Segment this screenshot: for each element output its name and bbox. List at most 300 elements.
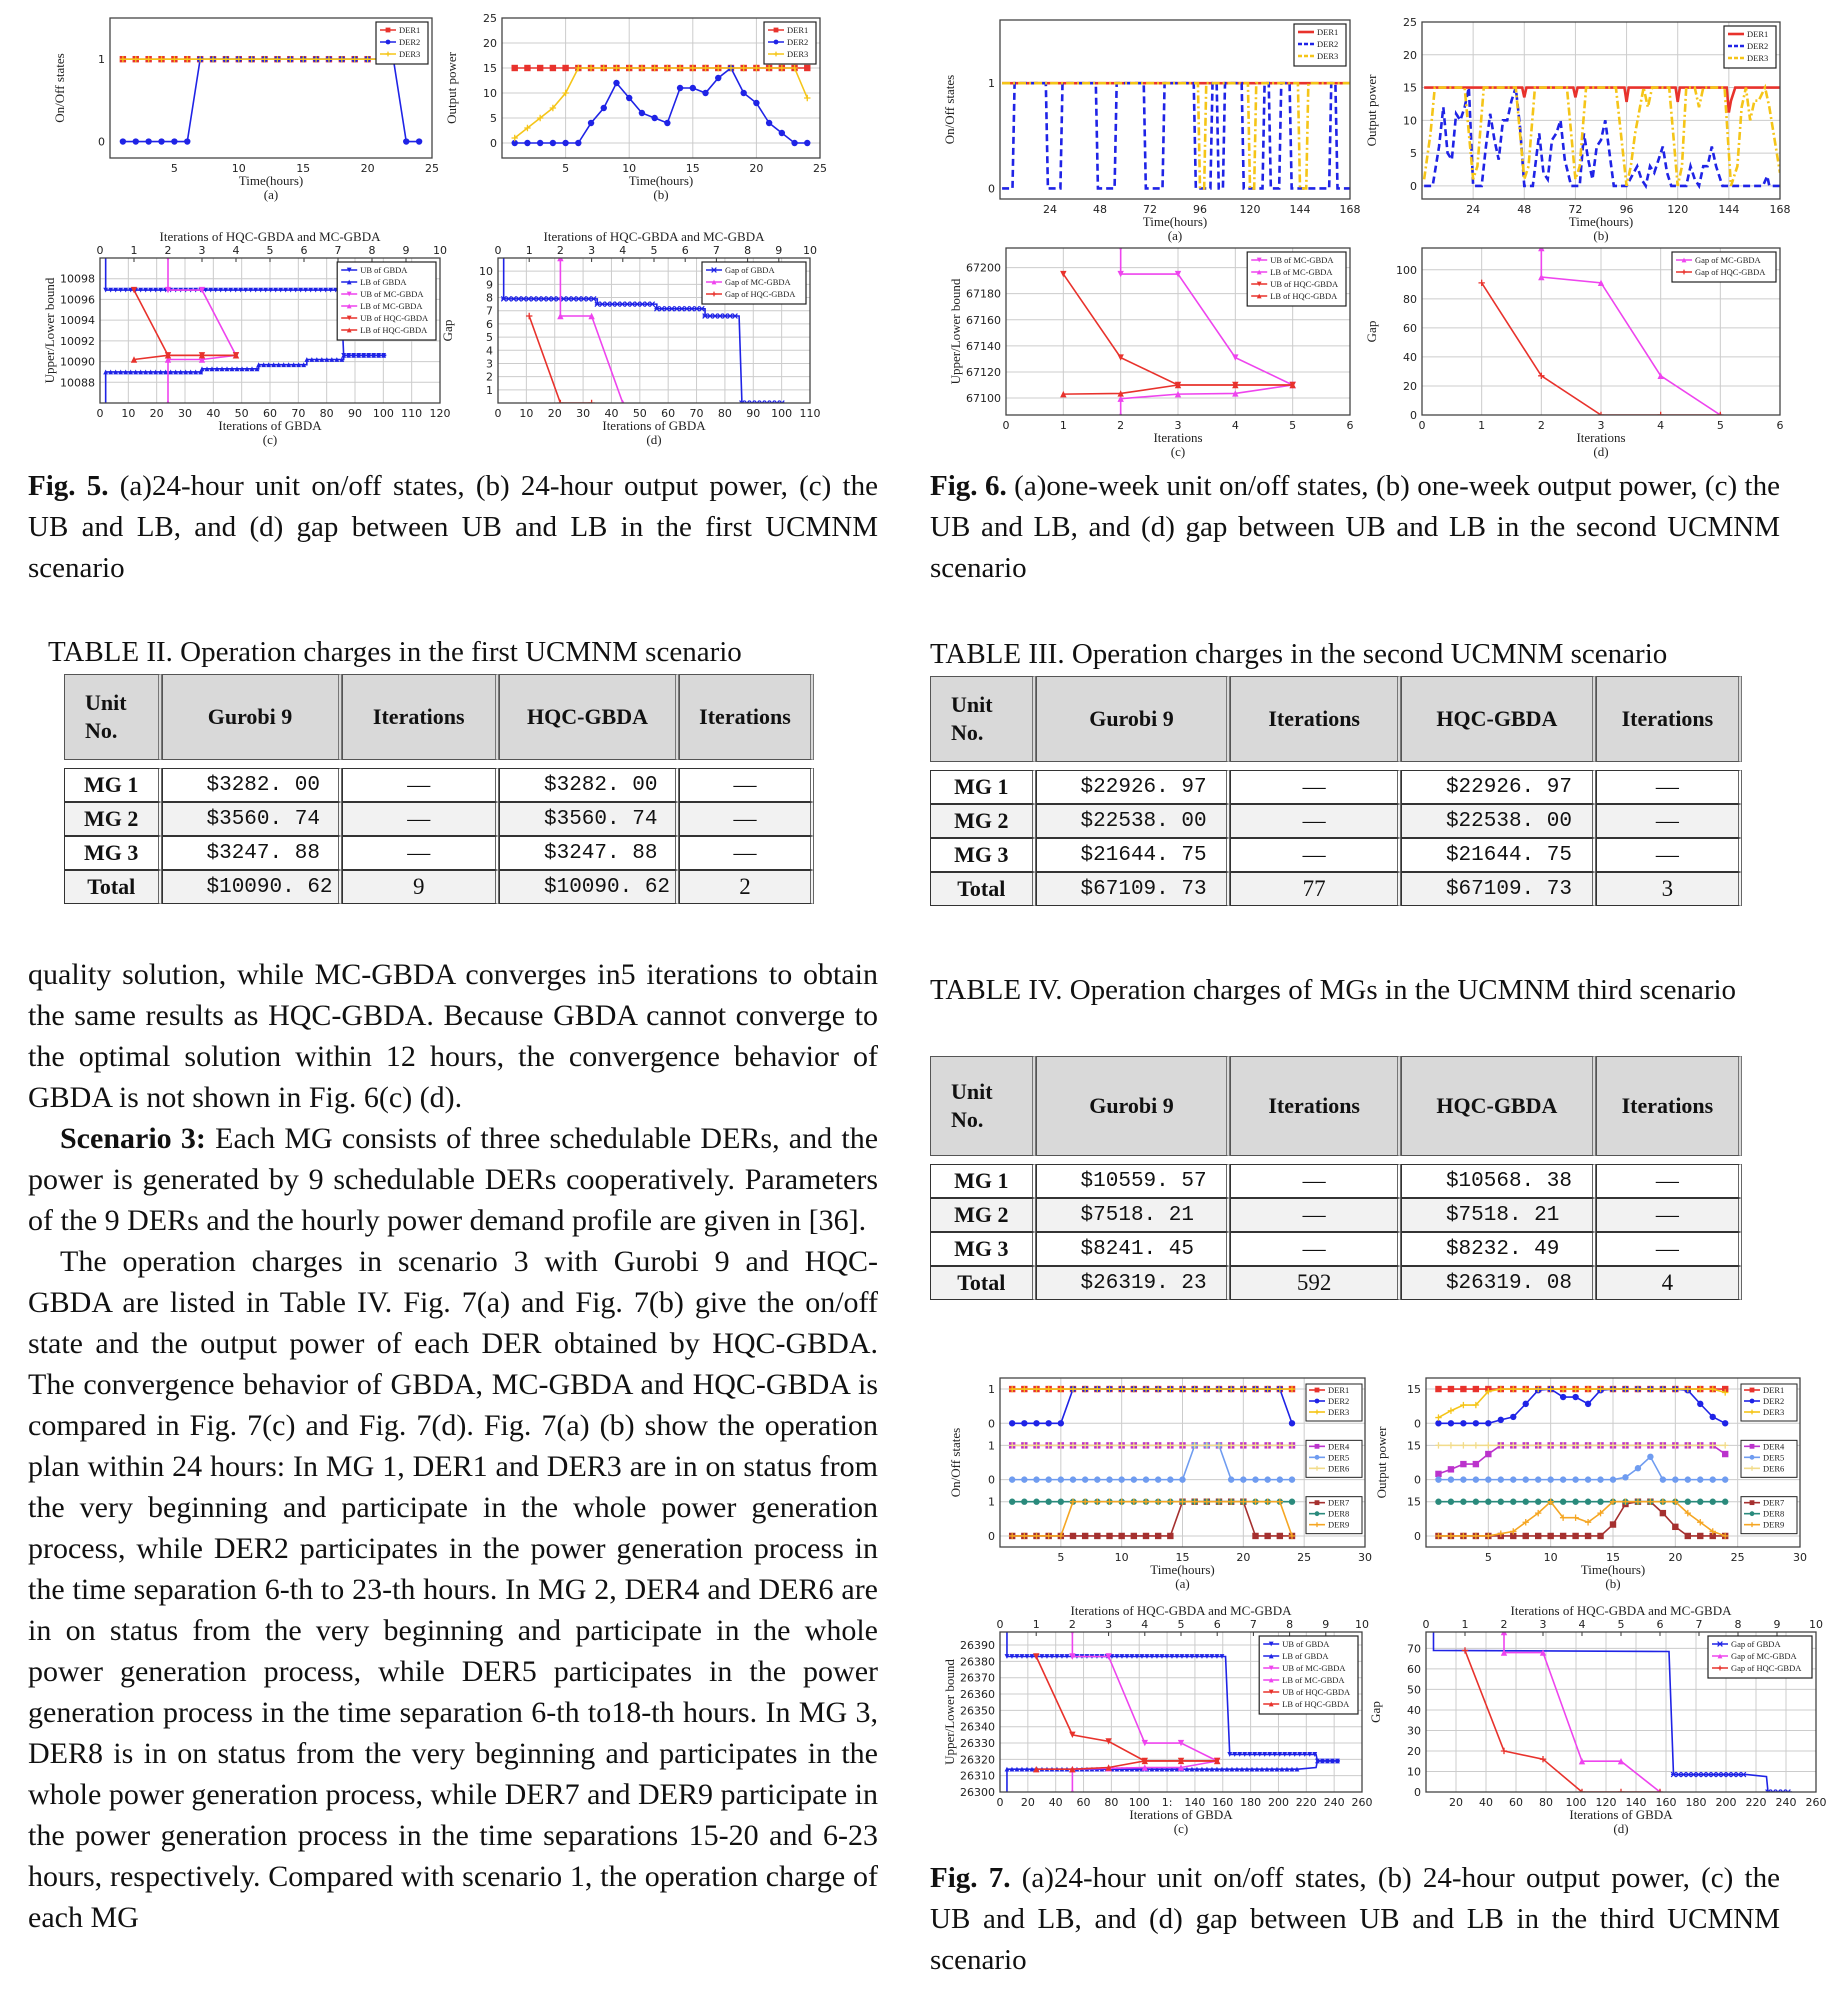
x-tick-label: 15 xyxy=(685,162,700,175)
x-tick-label: 60 xyxy=(661,407,676,420)
y-tick-label: 10 xyxy=(479,265,493,279)
x-tick-label: 180 xyxy=(1240,1796,1262,1809)
y-axis-label: On/Off states xyxy=(948,1427,963,1498)
x2-tick-label: 0 xyxy=(1422,1618,1430,1631)
data-point xyxy=(1435,1499,1441,1505)
data-point xyxy=(171,138,177,144)
x-tick-label: 20 xyxy=(749,162,764,175)
y-tick-label: 26380 xyxy=(960,1655,995,1669)
table-cell: $3560. 74 xyxy=(162,802,342,836)
legend-label: LB of GBDA xyxy=(360,277,407,287)
legend xyxy=(764,22,816,64)
x-tick-label: 0 xyxy=(1418,419,1426,432)
data-point xyxy=(1264,1533,1270,1539)
data-point xyxy=(1473,1476,1479,1482)
x-tick-label: 80 xyxy=(1539,1796,1553,1809)
data-point xyxy=(1572,1499,1578,1505)
chart-svg xyxy=(930,1370,1370,1603)
table-cell: — xyxy=(679,802,814,836)
x2-axis-label: Iterations of HQC-GBDA and MC-GBDA xyxy=(1070,1603,1292,1618)
y-tick-label: 40 xyxy=(1403,350,1417,364)
data-point xyxy=(626,95,632,101)
table-cell: $10090. 62 xyxy=(499,870,679,904)
table-spacer-cell xyxy=(1230,762,1401,770)
data-point xyxy=(512,65,518,71)
y-tick-label: 26300 xyxy=(960,1786,995,1799)
row-label: Total xyxy=(64,870,162,904)
x-tick-label: 30 xyxy=(1793,1551,1807,1564)
fig6-caption-label: Fig. 6. xyxy=(930,470,1007,502)
y-tick-label: 15 xyxy=(483,62,497,75)
data-point xyxy=(1672,1524,1678,1530)
x-tick-label: 140 xyxy=(1184,1796,1206,1809)
data-point xyxy=(1510,1476,1516,1482)
table-cell: $3560. 74 xyxy=(499,802,679,836)
legend-label: DER2 xyxy=(1317,39,1339,49)
x-tick-label: 110 xyxy=(401,407,423,420)
subfigure-label: (d) xyxy=(1613,1821,1629,1836)
y-axis-label: On/Off states xyxy=(942,74,957,145)
data-point xyxy=(1535,1533,1541,1539)
x-tick-label: 5 xyxy=(1289,419,1297,432)
x-axis-label: Iterations xyxy=(1153,430,1203,445)
data-point xyxy=(715,75,721,81)
x-tick-label: 240 xyxy=(1323,1796,1345,1809)
legend xyxy=(1306,1440,1362,1477)
data-point xyxy=(1647,1454,1653,1460)
x-tick-label: 144 xyxy=(1718,203,1740,216)
data-point xyxy=(1697,1401,1703,1407)
legend-marker xyxy=(386,28,391,33)
table-row xyxy=(930,1266,1742,1300)
y-tick-label: 26340 xyxy=(960,1720,995,1734)
data-point xyxy=(1710,1414,1716,1420)
y-axis-label: Gap xyxy=(440,319,455,342)
x-axis-label: Iterations of GBDA xyxy=(1569,1807,1673,1822)
x-tick-label: 20 xyxy=(1449,1796,1463,1809)
legend xyxy=(1294,24,1346,66)
y-tick-label: 26320 xyxy=(960,1753,995,1767)
legend-marker xyxy=(1315,1399,1320,1404)
legend xyxy=(1306,1497,1362,1534)
x-tick-label: 50 xyxy=(234,407,249,420)
chart-svg xyxy=(1370,1370,1820,1603)
x-tick-label: 1 xyxy=(1478,419,1486,432)
x-tick-label: 200 xyxy=(1715,1796,1737,1809)
x-tick-label: 5 xyxy=(170,162,178,175)
fig7d-chart xyxy=(1370,1598,1826,1856)
x-tick-label: 20 xyxy=(547,407,562,420)
x-tick-label: 3 xyxy=(1174,419,1182,432)
y-tick-label: 20 xyxy=(1407,1744,1421,1758)
y-tick-label: 1 xyxy=(98,53,105,67)
data-point xyxy=(524,65,530,71)
legend-marker xyxy=(1750,1511,1755,1516)
y-tick-label: 1 xyxy=(988,1495,995,1509)
data-point xyxy=(1660,1476,1666,1482)
data-point xyxy=(1058,1420,1064,1426)
x-tick-label: 0 xyxy=(96,407,104,420)
data-point xyxy=(1435,1420,1441,1426)
x2-tick-label: 6 xyxy=(1656,1618,1664,1631)
data-point xyxy=(1697,1499,1703,1505)
table-spacer-cell xyxy=(162,760,342,768)
x2-tick-label: 4 xyxy=(1578,1618,1586,1631)
x-tick-label: 20 xyxy=(149,407,164,420)
table-spacer-cell xyxy=(499,760,679,768)
data-point xyxy=(120,138,126,144)
y-tick-label: 80 xyxy=(1403,292,1417,306)
data-point xyxy=(753,100,759,106)
fig6d-chart xyxy=(1364,240,1790,473)
data-point xyxy=(1252,1476,1258,1482)
table-row xyxy=(64,870,814,904)
y-tick-label: 2 xyxy=(486,370,493,384)
data-point xyxy=(1498,1417,1504,1423)
data-point xyxy=(1009,1476,1015,1482)
y-axis-label: Upper/Lower bound xyxy=(42,277,57,384)
table-cell: 4 xyxy=(1596,1266,1742,1300)
data-point xyxy=(1585,1401,1591,1407)
legend-marker xyxy=(1750,1455,1755,1460)
data-point xyxy=(1560,1394,1566,1400)
x-tick-label: 2 xyxy=(1117,419,1125,432)
table-spacer-cell xyxy=(1401,762,1596,770)
subfigure-label: (d) xyxy=(1593,444,1609,459)
table-cell: $3282. 00 xyxy=(499,768,679,802)
chart-svg xyxy=(1364,240,1790,473)
table-row xyxy=(64,836,814,870)
subfigure-label: (b) xyxy=(653,187,669,202)
x-tick-label: 40 xyxy=(1479,1796,1493,1809)
table-cell: $22926. 97 xyxy=(1036,770,1231,804)
table-cell: — xyxy=(1596,1198,1742,1232)
legend xyxy=(1672,252,1776,282)
x2-tick-label: 6 xyxy=(681,244,689,257)
y-tick-label: 1 xyxy=(486,383,493,397)
y-tick-label: 0 xyxy=(490,137,497,150)
legend-label: UB of MC-GBDA xyxy=(360,289,424,299)
table-cell: — xyxy=(1596,770,1742,804)
data-point xyxy=(1240,1476,1246,1482)
y-tick-label: 26310 xyxy=(960,1769,995,1783)
y-tick-label: 4 xyxy=(486,344,493,358)
y-tick-label: 10098 xyxy=(60,272,95,286)
data-point xyxy=(1610,1476,1616,1482)
table-cell: $22538. 00 xyxy=(1036,804,1231,838)
data-point xyxy=(1118,1476,1124,1482)
data-point xyxy=(1585,1499,1591,1505)
x-tick-label: 260 xyxy=(1805,1796,1826,1809)
legend-label: Gap of MC-GBDA xyxy=(725,277,791,287)
x-tick-label: 0 xyxy=(996,1796,1004,1809)
legend-label: LB of HQC-GBDA xyxy=(1270,291,1338,301)
chart-svg xyxy=(40,8,440,216)
legend-label: DER2 xyxy=(1328,1396,1350,1406)
table-row xyxy=(930,1164,1742,1198)
x-tick-label: 120 xyxy=(429,407,451,420)
x-tick-label: 40 xyxy=(604,407,619,420)
x-tick-label: 15 xyxy=(296,162,311,175)
data-point xyxy=(1277,1476,1283,1482)
table4 xyxy=(930,1056,1742,1300)
x-tick-label: 168 xyxy=(1769,203,1791,216)
table-row xyxy=(930,804,1742,838)
data-point xyxy=(158,138,164,144)
legend-label: UB of HQC-GBDA xyxy=(1282,1687,1351,1697)
x-tick-label: 100 xyxy=(372,407,394,420)
y-tick-label: 15 xyxy=(1407,1383,1421,1397)
legend-label: DER1 xyxy=(1328,1385,1350,1395)
legend-label: Gap of HQC-GBDA xyxy=(1731,1663,1802,1673)
data-point xyxy=(1460,1499,1466,1505)
legend-marker xyxy=(1315,1388,1320,1393)
legend-label: Gap of GBDA xyxy=(1731,1639,1781,1649)
data-point xyxy=(1143,1476,1149,1482)
x-axis-label: Time(hours) xyxy=(1580,1562,1646,1577)
table-cell: — xyxy=(1596,804,1742,838)
data-point xyxy=(1473,1499,1479,1505)
data-point xyxy=(1277,1533,1283,1539)
legend-label: DER1 xyxy=(399,25,421,35)
x-tick-label: 160 xyxy=(1212,1796,1234,1809)
x-tick-label: 40 xyxy=(206,407,221,420)
data-point xyxy=(1252,1533,1258,1539)
table-row xyxy=(930,1232,1742,1266)
y-tick-label: 10 xyxy=(1407,1765,1421,1779)
x-axis-label: Time(hours) xyxy=(1568,214,1634,229)
x2-tick-label: 4 xyxy=(619,244,627,257)
y-tick-label: 20 xyxy=(1403,379,1417,393)
legend-label: DER6 xyxy=(1763,1463,1785,1474)
table-header-cell xyxy=(930,676,1036,762)
data-point xyxy=(1635,1465,1641,1471)
y-tick-label: 26370 xyxy=(960,1671,995,1685)
fig7c-chart xyxy=(930,1598,1373,1856)
x-tick-label: 5 xyxy=(1484,1551,1492,1564)
y-tick-label: 0 xyxy=(1414,1786,1421,1799)
data-point xyxy=(1070,1533,1076,1539)
x2-tick-label: 9 xyxy=(402,244,410,257)
table2 xyxy=(64,674,814,904)
data-point xyxy=(1697,1476,1703,1482)
data-point xyxy=(537,140,543,146)
x-axis-label: Time(hours) xyxy=(238,173,304,188)
table-cell: 2 xyxy=(679,870,814,904)
x-tick-label: 100 xyxy=(1565,1796,1587,1809)
fig6c-chart xyxy=(930,240,1360,473)
fig5d-chart xyxy=(440,228,850,461)
y-tick-label: 60 xyxy=(1403,321,1417,335)
fig5c-chart xyxy=(40,228,450,461)
y-tick-label: 15 xyxy=(1403,81,1417,95)
x-tick-label: 0 xyxy=(1002,419,1010,432)
table-cell: $8232. 49 xyxy=(1401,1232,1596,1266)
data-point xyxy=(1448,1386,1454,1392)
data-point xyxy=(1498,1476,1504,1482)
data-point xyxy=(1167,1533,1173,1539)
y-tick-label: 0 xyxy=(1414,1417,1421,1431)
x-tick-label: 260 xyxy=(1351,1796,1373,1809)
x-axis-label: Iterations of GBDA xyxy=(1129,1807,1233,1822)
y-tick-label: 0 xyxy=(988,1417,995,1431)
x-tick-label: 50 xyxy=(632,407,647,420)
fig5-caption xyxy=(28,466,878,589)
data-point xyxy=(133,138,139,144)
data-point xyxy=(1009,1420,1015,1426)
data-point xyxy=(1106,1533,1112,1539)
table-cell: — xyxy=(342,802,500,836)
data-point xyxy=(1510,1414,1516,1420)
data-point xyxy=(1167,1476,1173,1482)
x-tick-label: 90 xyxy=(348,407,362,420)
table-cell: — xyxy=(679,836,814,870)
y-tick-label: 20 xyxy=(1403,48,1417,62)
data-point xyxy=(1058,1499,1064,1505)
legend-marker xyxy=(1315,1500,1320,1505)
table-cell: $10568. 38 xyxy=(1401,1164,1596,1198)
y-tick-label: 5 xyxy=(486,331,493,345)
y-tick-label: 100 xyxy=(1396,263,1417,277)
x-tick-label: 20 xyxy=(1668,1551,1683,1564)
fig7-caption-text: (a)24-hour unit on/off states, (b) 24-hour output power, (c) the UB and LB, and (d) gap between UB and LB in the third UCMNM scenario xyxy=(930,1862,1780,1976)
x2-tick-label: 1 xyxy=(525,244,533,257)
y-axis-label: Upper/Lower bound xyxy=(942,1659,957,1765)
data-point xyxy=(1460,1420,1466,1426)
row-label: MG 1 xyxy=(930,770,1036,804)
legend-marker xyxy=(1750,1399,1755,1404)
table-spacer xyxy=(930,1156,1742,1164)
y-tick-label: 5 xyxy=(490,112,497,125)
data-point xyxy=(562,140,568,146)
y-tick-label: 67160 xyxy=(966,313,1001,327)
legend-label: Gap of GBDA xyxy=(725,265,775,275)
fig5a-chart xyxy=(40,8,440,216)
legend xyxy=(376,22,428,64)
x-tick-label: 15 xyxy=(1606,1551,1620,1564)
data-point xyxy=(740,90,746,96)
data-point xyxy=(184,138,190,144)
fig6-caption-text: (a)one-week unit on/off states, (b) one-week output power, (c) the UB and LB, and (d) gap between UB and LB in the second UCMNM scenario xyxy=(930,470,1780,584)
data-point xyxy=(1448,1466,1454,1472)
x-tick-label: 140 xyxy=(1625,1796,1647,1809)
data-point xyxy=(1485,1476,1491,1482)
y-tick-label: 26330 xyxy=(960,1737,995,1751)
chart-svg xyxy=(930,12,1360,255)
table-spacer-cell xyxy=(930,762,1036,770)
y-tick-label: 15 xyxy=(1407,1439,1421,1453)
x-tick-label: 120 xyxy=(1239,203,1261,216)
data-point xyxy=(804,140,810,146)
y-tick-label: 10090 xyxy=(60,355,95,369)
data-point xyxy=(1033,1420,1039,1426)
data-point xyxy=(1660,1510,1666,1516)
y-tick-label: 26390 xyxy=(960,1639,995,1653)
data-point xyxy=(1082,1533,1088,1539)
x2-tick-label: 0 xyxy=(494,244,502,257)
x-tick-label: 240 xyxy=(1775,1796,1797,1809)
table-header-row xyxy=(64,674,814,760)
row-label: MG 3 xyxy=(930,838,1036,872)
legend-label: DER3 xyxy=(1328,1407,1350,1417)
data-point xyxy=(1058,1476,1064,1482)
data-point xyxy=(524,140,530,146)
data-point xyxy=(1523,1499,1529,1505)
table-cell: $22538. 00 xyxy=(1401,804,1596,838)
table-cell: $3247. 88 xyxy=(499,836,679,870)
legend xyxy=(702,262,806,304)
y-tick-label: 67200 xyxy=(966,261,1001,275)
legend-label: LB of MC-GBDA xyxy=(1270,267,1333,277)
table-row xyxy=(930,1198,1742,1232)
data-point xyxy=(1070,1476,1076,1482)
x-tick-label: 4 xyxy=(1657,419,1665,432)
data-point xyxy=(1485,1420,1491,1426)
table-header-row xyxy=(930,1056,1742,1156)
x-tick-label: 25 xyxy=(1297,1551,1312,1564)
x-tick-label: 5 xyxy=(1716,419,1724,432)
y-axis-label: Output power xyxy=(1364,74,1379,147)
table-cell: $10090. 62 xyxy=(162,870,342,904)
data-point xyxy=(1710,1476,1716,1482)
data-point xyxy=(562,65,568,71)
paragraph-2 xyxy=(28,1118,878,1241)
x-tick-label: 60 xyxy=(1076,1796,1091,1809)
x2-tick-label: 2 xyxy=(1068,1618,1076,1631)
y-tick-label: 0 xyxy=(1410,179,1417,193)
y-tick-label: 10094 xyxy=(60,314,95,328)
table-header-cell: Iterations xyxy=(342,674,500,760)
data-point xyxy=(1547,1476,1553,1482)
data-point xyxy=(1033,1476,1039,1482)
legend-marker xyxy=(1315,1444,1320,1449)
table-row xyxy=(930,872,1742,906)
legend-marker xyxy=(386,40,391,45)
data-point xyxy=(1597,1533,1603,1539)
data-point xyxy=(1143,1533,1149,1539)
table-cell: — xyxy=(342,768,500,802)
legend-label: LB of HQC-GBDA xyxy=(1282,1699,1350,1709)
data-point xyxy=(1448,1476,1454,1482)
legend-label: UB of HQC-GBDA xyxy=(360,313,429,323)
y-tick-label: 10088 xyxy=(60,376,95,390)
y-tick-label: 67100 xyxy=(966,392,1001,406)
y-tick-label: 40 xyxy=(1407,1703,1421,1717)
x2-tick-label: 2 xyxy=(1500,1618,1508,1631)
legend xyxy=(1741,1440,1797,1477)
table-header-cell: Iterations xyxy=(1230,676,1401,762)
data-point xyxy=(1435,1476,1441,1482)
x2-tick-label: 8 xyxy=(1734,1618,1742,1631)
fig5b-chart xyxy=(440,8,860,216)
table-row xyxy=(930,770,1742,804)
subfigure-label: (b) xyxy=(1593,228,1609,243)
x-tick-label: 25 xyxy=(813,162,827,175)
x-tick-label: 10 xyxy=(1114,1551,1129,1564)
data-point xyxy=(1435,1471,1441,1477)
table-cell: — xyxy=(1230,770,1401,804)
x-tick-label: 30 xyxy=(178,407,192,420)
table-row xyxy=(930,838,1742,872)
x-tick-label: 15 xyxy=(1175,1551,1190,1564)
legend-label: DER3 xyxy=(1763,1407,1785,1417)
y-axis-label: Output power xyxy=(444,52,459,124)
data-point xyxy=(1722,1451,1728,1457)
y-tick-label: 67120 xyxy=(966,365,1001,379)
x-tick-label: 0 xyxy=(494,407,502,420)
x2-axis-label: Iterations of HQC-GBDA and MC-GBDA xyxy=(159,229,381,244)
legend-label: UB of GBDA xyxy=(1282,1639,1330,1649)
